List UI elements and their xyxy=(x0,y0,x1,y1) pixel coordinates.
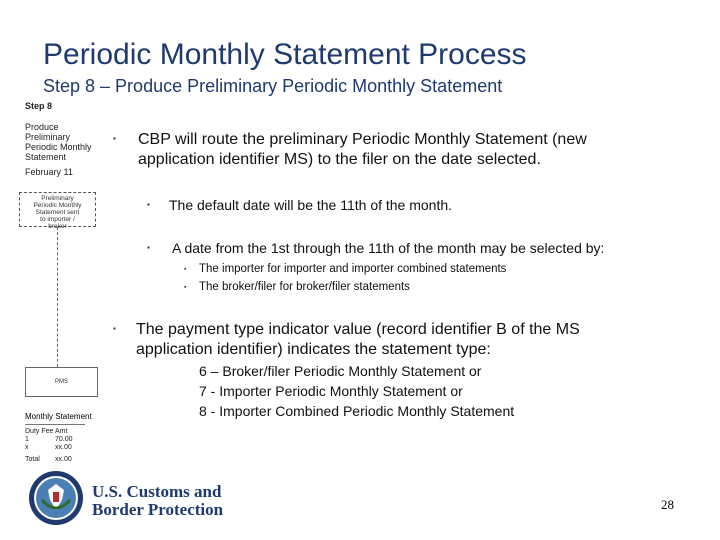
ms-cell: Duty Fee xyxy=(25,428,54,435)
monthly-statement-title: Monthly Statement xyxy=(25,412,92,421)
bullet-icon: ▪ xyxy=(113,134,116,143)
step-name-line: Statement xyxy=(25,152,67,162)
flow-box-line: Preliminary xyxy=(41,195,74,202)
ms-row xyxy=(25,456,72,464)
bullet-2-line: application identifier) indicates the statement type: xyxy=(136,341,491,358)
step-date: February 11 xyxy=(25,167,73,177)
step-name-line: Preliminary xyxy=(25,132,71,142)
bullet-icon: ▪ xyxy=(113,324,116,333)
ms-cell: 70.00 xyxy=(55,436,73,443)
bullet-1b-text: A date from the 1st through the 11th of the month may be selected by: xyxy=(172,240,605,256)
bullet-1-line: application identifier MS) to the filer on the date selected. xyxy=(138,151,541,168)
monthly-statement-divider xyxy=(25,424,85,425)
ms-cell: 1 xyxy=(25,436,29,443)
flow-box-line: to importer / xyxy=(40,216,75,223)
sub-bullet-text: The importer for importer and importer combined statements xyxy=(199,263,507,275)
statement-doc-box: PMS xyxy=(25,367,98,397)
statement-type-item: 6 – Broker/filer Periodic Monthly Statement or xyxy=(199,363,482,379)
sub-bullet-text: The broker/filer for broker/filer statements xyxy=(199,281,410,293)
ms-row xyxy=(25,428,67,436)
bullet-1-line: CBP will route the preliminary Periodic Monthly Statement (new xyxy=(138,131,587,148)
statement-types xyxy=(199,361,514,421)
ms-cell: x xyxy=(25,444,29,451)
bullet-2-text xyxy=(136,320,580,360)
ms-row xyxy=(25,444,72,452)
agency-name-line-2: Border Protection xyxy=(92,500,224,519)
step-name-line: Periodic Monthly xyxy=(25,142,92,152)
bullet-icon: ▪ xyxy=(184,284,187,291)
step-label: Step 8 xyxy=(25,101,53,111)
page-number: 28 xyxy=(661,497,674,512)
bullet-icon: ▪ xyxy=(147,243,150,252)
ms-row xyxy=(25,436,73,444)
step-name xyxy=(25,122,92,162)
ms-cell: xx.00 xyxy=(55,456,72,463)
statement-type-item: 7 - Importer Periodic Monthly Statement or xyxy=(199,383,463,399)
bullet-1a-text: The default date will be the 11th of the month. xyxy=(169,197,453,213)
flow-box xyxy=(19,192,96,230)
flow-box-line: Statement sent xyxy=(35,209,80,216)
step-name-line: Produce xyxy=(25,122,59,132)
flow-connector xyxy=(57,227,58,367)
ms-cell: xx.00 xyxy=(55,444,72,451)
bullet-2-line: The payment type indicator value (record identifier B of the MS xyxy=(136,321,580,338)
flow-box-line: Periodic Monthly xyxy=(33,202,82,209)
bullet-icon: ▪ xyxy=(147,200,150,209)
agency-name-line-1: U.S. Customs and xyxy=(92,482,222,501)
dhs-seal-icon xyxy=(28,470,84,526)
bullet-icon: ▪ xyxy=(184,266,187,273)
slide-title: Periodic Monthly Statement Process xyxy=(43,38,527,71)
ms-cell: Total xyxy=(25,456,40,463)
bullet-1-text xyxy=(138,130,587,170)
statement-type-item: 8 - Importer Combined Periodic Monthly Statement xyxy=(199,403,515,419)
slide-subtitle: Step 8 – Produce Preliminary Periodic Monthly Statement xyxy=(43,76,503,96)
flow-box-line: broker xyxy=(48,223,67,230)
ms-cell: Amt xyxy=(55,428,68,435)
